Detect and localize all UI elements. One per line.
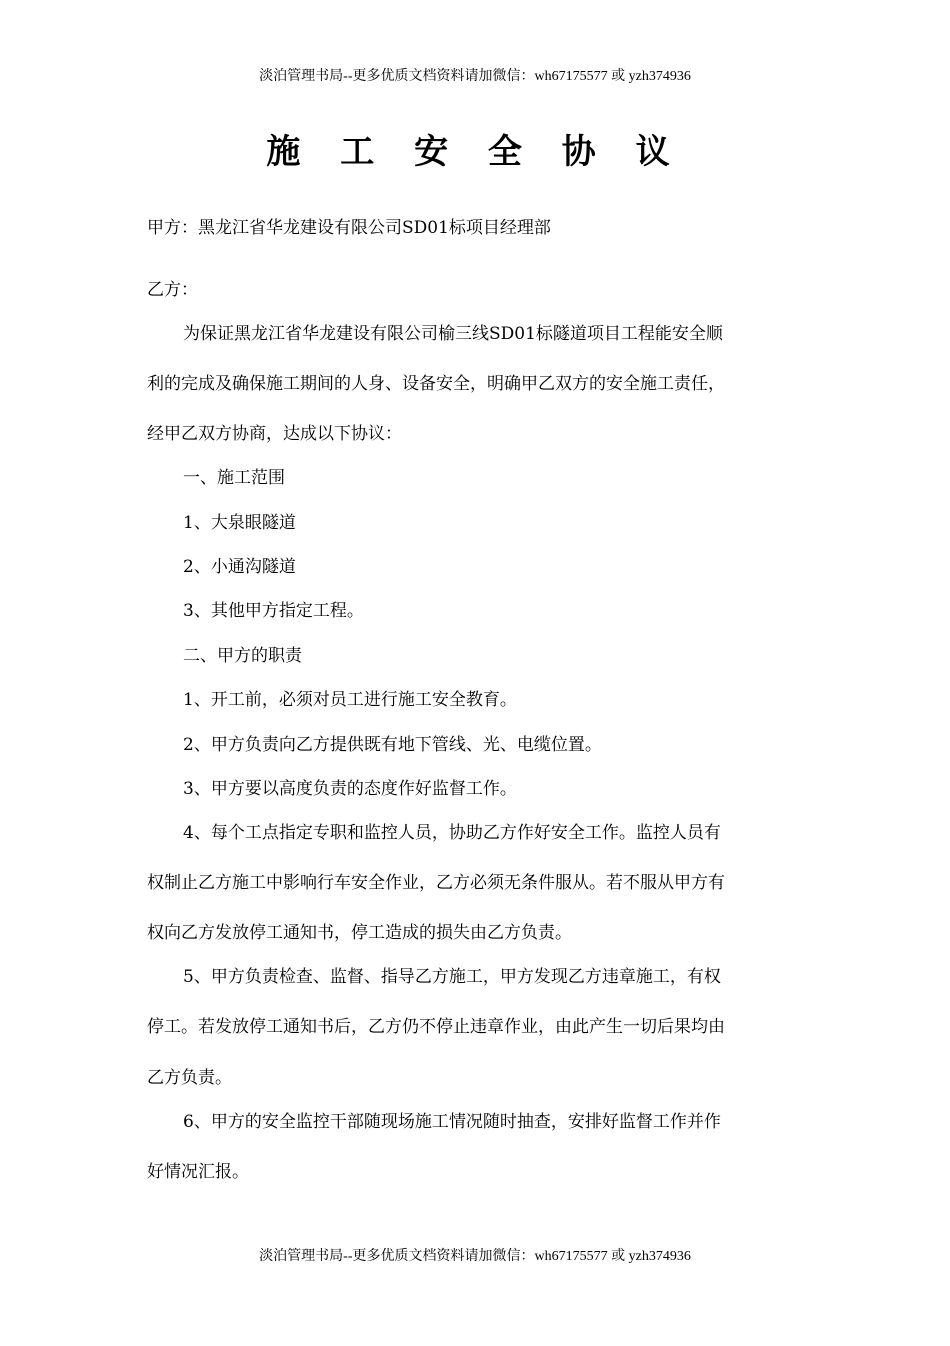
list-item: 1、大泉眼隧道 [183,513,296,533]
paragraph-line: 经甲乙双方协商，达成以下协议： [147,424,402,444]
list-item: 4、每个工点指定专职和监控人员，协助乙方作好安全工作。监控人员有 [183,823,721,843]
page-footer: 淡泊管理书局--更多优质文档资料请加微信：wh67175577 或 yzh374936 [259,1249,691,1264]
section-heading: 二、甲方的职责 [183,646,302,666]
list-item: 1、开工前，必须对员工进行施工安全教育。 [183,690,517,710]
paragraph-line: 停工。若发放停工通知书后，乙方仍不停止违章作业，由此产生一切后果均由 [147,1017,725,1037]
list-item: 6、甲方的安全监控干部随现场施工情况随时抽查，安排好监督工作并作 [183,1112,721,1132]
list-item: 2、小通沟隧道 [183,557,296,577]
list-item: 5、甲方负责检查、监督、指导乙方施工，甲方发现乙方违章施工，有权 [183,967,721,987]
paragraph-line: 权向乙方发放停工通知书，停工造成的损失由乙方负责。 [147,923,572,943]
document-title: 施 工 安 全 协 议 [266,132,684,172]
list-item: 2、甲方负责向乙方提供既有地下管线、光、电缆位置。 [183,735,602,755]
page-header: 淡泊管理书局--更多优质文档资料请加微信：wh67175577 或 yzh374936 [259,69,691,84]
paragraph-line: 为保证黑龙江省华龙建设有限公司榆三线SD01标隧道项目工程能安全顺 [183,324,723,344]
section-heading: 一、施工范围 [183,468,285,488]
party-a-line: 甲方：黑龙江省华龙建设有限公司SD01标项目经理部 [147,218,551,238]
paragraph-line: 利的完成及确保施工期间的人身、设备安全，明确甲乙双方的安全施工责任， [147,374,725,394]
paragraph-line: 好情况汇报。 [147,1162,249,1182]
list-item: 3、其他甲方指定工程。 [183,601,364,621]
paragraph-line: 权制止乙方施工中影响行车安全作业，乙方必须无条件服从。若不服从甲方有 [147,873,725,893]
paragraph-line: 乙方负责。 [147,1068,232,1088]
party-b-line: 乙方： [147,280,198,300]
list-item: 3、甲方要以高度负责的态度作好监督工作。 [183,779,517,799]
